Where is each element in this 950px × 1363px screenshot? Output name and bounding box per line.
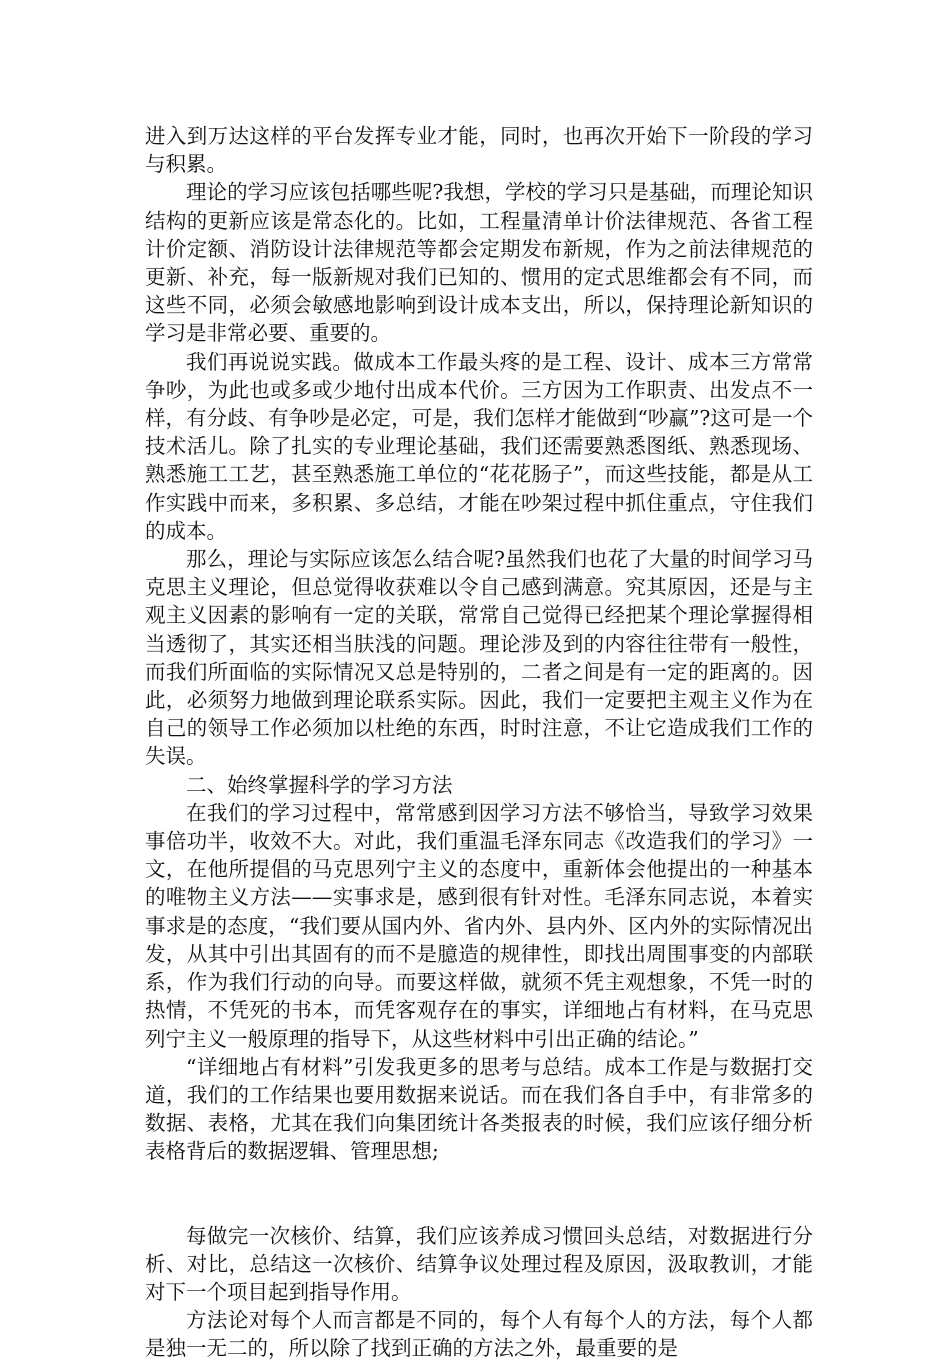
paragraph-combination: 那么，理论与实际应该怎么结合呢?虽然我们也花了大量的时间学习马克思主义理论，但总觉得收获难以令自己感到满意。究其原因，还是与主观主义因素的影响有一定的关联，常常自己觉得已经把某个理论掌握得相当透彻了，其实还相当肤浅的问题。理论涉及到的内容往往带有一般性，而我们所面临的实际情况又总是特别的，二者之间是有一定的距离的。因此，必须努力地做到理论联系实际。因此，我们一定要把主观主义作为在自己的领导工作必须加以杜绝的东西，时时注意，不让它造成我们工作的失误。 [145,547,813,769]
blank-gap [145,1166,813,1222]
paragraph-data: “详细地占有材料”引发我更多的思考与总结。成本工作是与数据打交道，我们的工作结果也要用数据来说话。而在我们各自手中，有非常多的数据、表格，尤其在我们向集团统计各类报表的时候，我们应该仔细分析表格背后的数据逻辑、管理思想; [145,1054,813,1164]
paragraph-methodology: 方法论对每个人而言都是不同的，每个人有每个人的方法，每个人都是独一无二的，所以除了找到正确的方法之外，最重要的是 [145,1308,813,1361]
paragraph-theory: 理论的学习应该包括哪些呢?我想，学校的学习只是基础，而理论知识结构的更新应该是常态化的。比如，工程量清单计价法律规范、各省工程计价定额、消防设计法律规范等都会定期发布新规，作为之前法律规范的更新、补充，每一版新规对我们已知的、惯用的定式思维都会有不同，而这些不同，必须会敏感地影响到设计成本支出，所以，保持理论新知识的学习是非常必要、重要的。 [145,180,813,346]
paragraph-review: 每做完一次核价、结算，我们应该养成习惯回头总结，对数据进行分析、对比，总结这一次核价、结算争议处理过程及原因，汲取教训，才能对下一个项目起到指导作用。 [145,1223,813,1304]
document-body [145,122,813,1363]
paragraph-continuation: 进入到万达这样的平台发挥专业才能，同时，也再次开始下一阶段的学习与积累。 [145,124,813,177]
paragraph-method: 在我们的学习过程中，常常感到因学习方法不够恰当，导致学习效果事倍功半，收效不大。对此，我们重温毛泽东同志《改造我们的学习》一文，在他所提倡的马克思列宁主义的态度中，重新体会他提出的一种基本的唯物主义方法——实事求是，感到很有针对性。毛泽东同志说，本着实事求是的态度，“我们要从国内外、省内外、县内外、区内外的实际情况出发，从其中引出其固有的而不是臆造的规律性，即找出周围事变的内部联系，作为我们行动的向导。而要这样做，就须不凭主观想象，不凭一时的热情，不凭死的书本，而凭客观存在的事实，详细地占有材料，在马克思列宁主义一般原理的指导下，从这些材料中引出正确的结论。” [145,800,813,1051]
section-heading: 二、始终掌握科学的学习方法 [186,772,453,797]
paragraph-practice: 我们再说说实践。做成本工作最头疼的是工程、设计、成本三方常常争吵，为此也或多或少地付出成本代价。三方因为工作职责、出发点不一样，有分歧、有争吵是必定，可是，我们怎样才能做到“吵赢”?这可是一个技术活儿。除了扎实的专业理论基础，我们还需要熟悉图纸、熟悉现场、熟悉施工工艺，甚至熟悉施工单位的“花花肠子”，而这些技能，都是从工作实践中而来，多积累、多总结，才能在吵架过程中抓住重点，守住我们的成本。 [145,349,813,543]
